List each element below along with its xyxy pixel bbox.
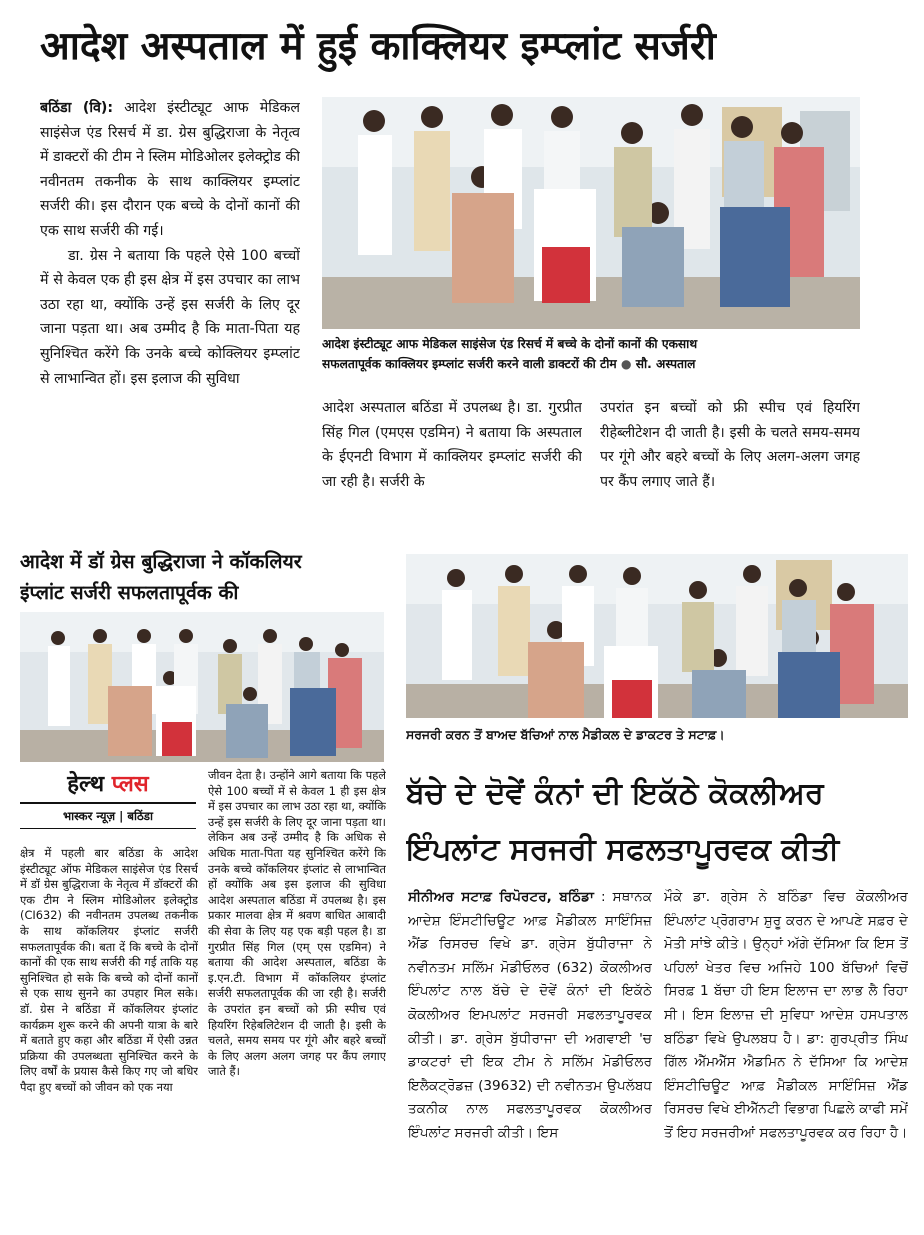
story2-headline (20, 546, 390, 608)
story3-team-photo (406, 554, 908, 718)
story1-column-1 (40, 96, 300, 528)
story3-column-2 (664, 886, 908, 1202)
story1-caption-credit: सौ. अस्पताल (635, 357, 696, 371)
story3-photo-caption: ਸਰਜਰੀ ਕਰਨ ਤੋਂ ਬਾਅਦ ਬੱਚਿਆਂ ਨਾਲ ਮੈਡੀਕਲ ਦੇ ਡਾਕਟਰ ਤੇ ਸਟਾਫ਼। (406, 727, 725, 742)
story1-col1-p1: आदेश इंस्टीट्यूट आफ मेडिकल साइंसेज एंड रिसर्च में डा. ग्रेस बुद्धिराजा के नेतृत्व में डाक्टरों की टीम ने स्लिम मोडिओलर इलेक्ट्रोड की नवीनतम तकनीक के साथ काक्लियर इम्प्लांट सर्जरी की। इस दौरान एक बच्चे के दोनों कानों की एक साथ सर्जरी की गई। (40, 100, 300, 239)
story1-dateline: बठिंडा (वि): (40, 100, 114, 116)
health-plus-section-label (20, 770, 196, 800)
story3-headline-line-2: ਇੰਪਲਾਂਟ ਸਰਜਰੀ ਸਫਲਤਾਪੂਰਵਕ ਕੀਤੀ (406, 832, 840, 867)
story1-caption-line-1: आदेश इंस्टीट्यूट आफ मेडिकल साइंसेज एंड रिसर्च में बच्चे के दोनों कानों की एकसाथ (322, 337, 698, 351)
story1-col1-p2: डा. ग्रेस ने बताया कि पहले ऐसे 100 बच्चों में से केवल एक ही इस क्षेत्र में इस उपचार का लाभ उठा रहा था, क्योंकि उन्हें इस सर्जरी के लिए दूर जाना पड़ता था। अब उम्मीद है कि माता-पिता यह सुनिश्चित करेंगे कि उनके बच्चे कोक्लियर इम्प्लांट से लाभान्वित हों। इस इलाज की सुविधा (40, 247, 300, 387)
story2-col1-text: क्षेत्र में पहली बार बठिंडा के आदेश इंस्टीट्यूट ऑफ मेडिकल साइंसेज एंड रिसर्च में डॉ ग्रेस बुद्धिराजा के नेतृत्व में डॉक्टरों की एक टीम ने स्लिम मोडिओलर इलेक्ट्रोड (CI632) की नवीनतम उपलब्ध तकनीक के साथ कॉकलियर इंप्लांट सर्जरी सफलतापूर्वक की। बता दें कि बच्चे के दोनों कानों की एक साथ सर्जरी की गई ताकि यह सुनिश्चित हो सके कि बच्चे को दोनों कानों से एक साथ सुनने का उपहार मिल सके। डॉ. ग्रेस ने बठिंडा में कॉकलियर इंप्लांट कार्यक्रम शुरू करने की अपनी यात्रा के बारे में बताते हुए कहा और बठिंडा में ऐसी उन्नत प्रक्रिया की उपलब्धता सुनिश्चित करने के लिए वर्षों के प्रयास कैसे किए गए जो बधिर पैदा हुए बच्चों को जीवन को एक नया (20, 846, 198, 1094)
byline-rule (20, 828, 196, 829)
story1-team-photo (322, 97, 860, 329)
story2-column-1 (20, 846, 198, 1228)
story3-byline: ਸੀਨੀਅਰ ਸਟਾਫ਼ ਰਿਪੋਰਟਰ, ਬਠਿੰਡਾ (408, 889, 594, 905)
story1-column-2 (322, 396, 582, 528)
story2-column-2 (208, 768, 386, 1228)
story1-headline: आदेश अस्पताल में हुई काक्लियर इम्प्लांट सर्जरी (40, 24, 716, 69)
story2-team-photo (20, 612, 384, 762)
plus-label: प्लस (111, 772, 149, 797)
story1-caption-line-2: सफलतापूर्वक काक्लियर इम्प्लांट सर्जरी करने वाली डाक्टरों की टीम (322, 357, 617, 371)
story3-headline-line-1: ਬੱਚੇ ਦੇ ਦੋਵੇਂ ਕੰਨਾਂ ਦੀ ਇਕੱਠੇ ਕੋਕਲੀਅਰ (406, 776, 824, 811)
story3-col2-text: ਮੌਕੇ ਡਾ. ਗ੍ਰੇਸ ਨੇ ਬਠਿੰਡਾ ਵਿਚ ਕੋਕਲੀਅਰ ਇੰਪਲਾਂਟ ਪ੍ਰੋਗਰਾਮ ਸ਼ੁਰੂ ਕਰਨ ਦੇ ਆਪਣੇ ਸਫ਼ਰ ਦੇ ਮੋਤੀ ਸਾਂਝੇ ਕੀਤੇ। ਉਨ੍ਹਾਂ ਅੱਗੇ ਦੱਸਿਆ ਕਿ ਇਸ ਤੋਂ ਪਹਿਲਾਂ ਖੇਤਰ ਵਿਚ ਅਜਿਹੇ 100 ਬੱਚਿਆਂ ਵਿਚੋਂ ਸਿਰਫ਼ 1 ਬੱਚਾ ਹੀ ਇਸ ਇਲਾਜ ਦਾ ਲਾਭ ਲੈ ਰਿਹਾ ਸੀ। ਇਸ ਇਲਾਜ਼ ਦੀ ਸੁਵਿਧਾ ਆਦੇਸ਼ ਹਸਪਤਾਲ ਬਠਿੰਡਾ ਵਿਖੇ ਉਪਲਬਧ ਹੈ। ਡਾ: ਗੁਰਪ੍ਰੀਤ ਸਿੰਘ ਗਿੱਲ ਐੱਮਐੱਸ ਐਡਮਿਨ ਨੇ ਦੱਸਿਆ ਕਿ ਆਦੇਸ਼ ਇੰਸਟੀਚਿਊਟ ਆਫ਼ ਮੈਡੀਕਲ ਸਾਇੰਸਿਜ਼ ਐਂਡ ਰਿਸਰਚ ਵਿਖੇ ਈਐੱਨਟੀ ਵਿਭਾਗ ਪਿਛਲੇ ਕਾਫੀ ਸਮੇਂ ਤੋਂ ਇਹ ਸਰਜਰੀਆਂ ਸਫਲਤਾਪੂਰਵਕ ਕਰ ਰਿਹਾ ਹੈ। (664, 889, 908, 1141)
story3-col1-text: : ਸਥਾਨਕ ਆਦੇਸ਼ ਇੰਸਟੀਚਿਊਟ ਆਫ਼ ਮੈਡੀਕਲ ਸਾਇੰਸਿਜ਼ ਐਂਡ ਰਿਸਰਚ ਵਿਖੇ ਡਾ. ਗ੍ਰੇਸ ਬੁੱਧੀਰਾਜਾ ਨੇ ਨਵੀਨਤਮ ਸਲਿੱਮ ਮੋਡੀਓਲਰ (632) ਕੋਕਲੀਅਰ ਇੰਪਲਾਂਟ ਨਾਲ ਬੱਚੇ ਦੇ ਦੋਵੇਂ ਕੰਨਾਂ ਦੀ ਇਕੱਠੇ ਕੋਕਲੀਅਰ ਇਮਪਲਾਂਟ ਸਰਜਰੀ ਸਫਲਤਾਪੂਰਵਕ ਕੀਤੀ। ਡਾ. ਗ੍ਰੇਸ ਬੁੱਧੀਰਾਜਾ ਦੀ ਅਗਵਾਈ 'ਚ ਡਾਕਟਰਾਂ ਦੀ ਇਕ ਟੀਮ ਨੇ ਸਲਿੱਮ ਮੋਡੀਓਲਰ ਇਲੈਕਟ੍ਰੋਡਜ਼ (39632) ਦੀ ਨਵੀਨਤਮ ਉਪਲੱਬਧ ਤਕਨੀਕ ਨਾਲ ਸਫਲਤਾਪੂਰਵਕ ਕੋਕਲੀਅਰ ਇੰਪਲਾਂਟ ਸਰਜਰੀ ਕੀਤੀ। ਇਸ (408, 889, 652, 1141)
story1-column-3 (600, 396, 860, 528)
story2-byline: भास्कर न्यूज़ | बठिंडा (63, 809, 153, 823)
story2-headline-line-2: इंप्लांट सर्जरी सफलतापूर्वक की (20, 581, 239, 604)
story3-headline (406, 766, 906, 878)
story2-headline-line-1: आदेश में डॉ ग्रेस बुद्धिराजा ने कॉकलियर (20, 550, 302, 573)
story2-col2-text: जीवन देता है। उन्होंने आगे बताया कि पहले ऐसे 100 बच्चों में से केवल 1 ही इस क्षेत्र में इस उपचार का लाभ उठा रहा था, क्योंकि उन्हें इस सर्जरी के लिए दूर जाना पड़ता था। लेकिन अब उन्हें उम्मीद है कि अधिक से अधिक माता-पिता यह सुनिश्चित करेंगे कि उनके बच्चे कॉकलियर इंप्लांट से लाभान्वित हों क्योंकि अब इस इलाज की सुविधा आदेश अस्पताल बठिंडा में उपलब्ध है। इस प्रकार मालवा क्षेत्र में श्रवण बाधित आबादी की सेवा के लिए यह एक बड़ी पहल है। डा गुरप्रीत सिंह गिल (एम् एस एडमिन) ने बताया की आदेश अस्पताल, बठिंडा के इ.एन.टी. विभाग में कॉकलियर इंप्लांट सर्जरी सफलतापूर्वक की जा रही है। सर्जरी के उपरांत इन बच्चों को फ्री स्पीच एवं हियरिंग रिहेबलिटेशन दी जाती है। इसी के चलते, समय समय पर गूंगे और बहरे बच्चों के लिए अलग अलग जगह पर कैंप लगाए जाते हैं। (208, 768, 386, 1079)
health-label: हेल्थ (67, 772, 105, 797)
story3-column-1 (408, 886, 652, 1202)
story1-col2-text: आदेश अस्पताल बठिंडा में उपलब्ध है। डा. गुरप्रीत सिंह गिल (एमएस एडमिन) ने बताया कि अस्पताल के ईएनटी विभाग में काक्लियर इम्प्लांट सर्जरी की जा रही है। सर्जरी के (322, 400, 582, 490)
story1-photo-caption: आदेश इंस्टीट्यूट आफ मेडिकल साइंसेज एंड रिसर्च में बच्चे के दोनों कानों की एकसाथ सफलतापूर्वक काक्लियर इम्प्लांट सर्जरी करने वाली डाक्टरों की टीम ● सौ. अस्पताल (322, 334, 862, 378)
section-label-rule (20, 802, 196, 804)
story1-col3-text: उपरांत इन बच्चों को फ्री स्पीच एवं हियरिंग रीहेब्लीटेशन दी जाती है। इसी के चलते समय-समय पर गूंगे और बहरे बच्चों के लिए अलग-अलग जगह पर कैंप लगाए जाते हैं। (600, 400, 860, 490)
